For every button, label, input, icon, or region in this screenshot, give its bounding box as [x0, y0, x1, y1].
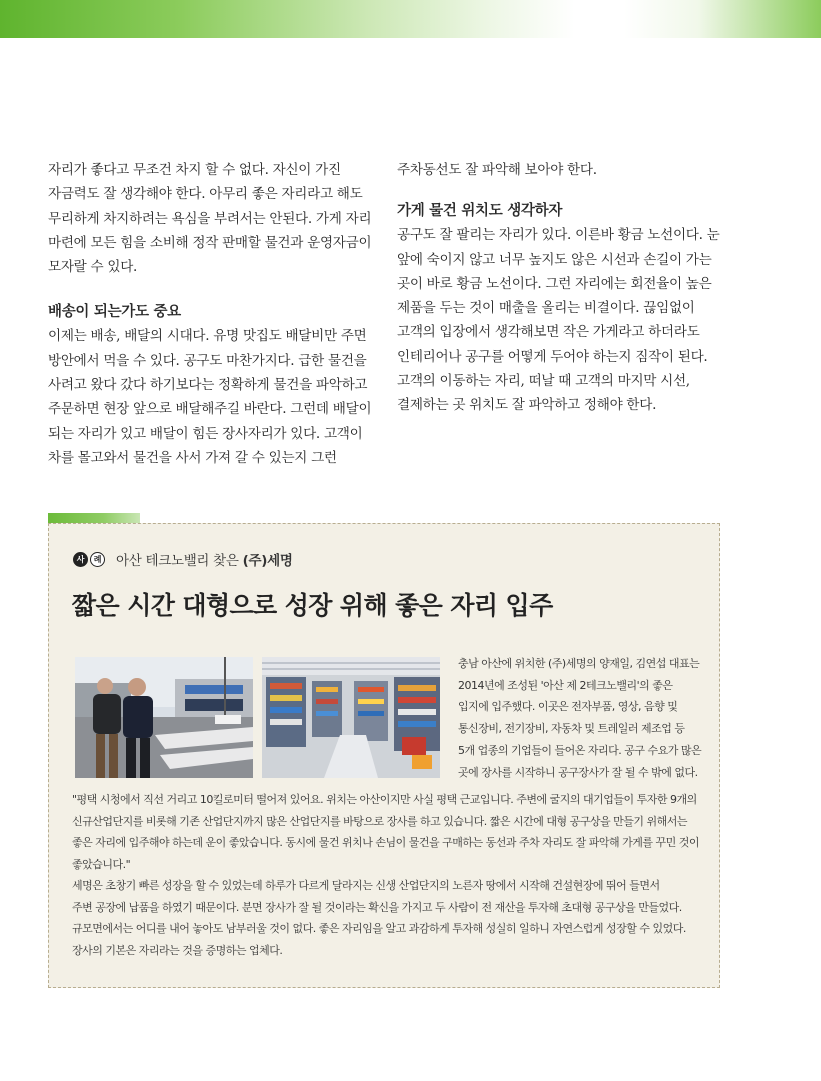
text-line: 통신장비, 전기장비, 자동차 및 트레일러 제조업 등	[458, 722, 685, 736]
header-gradient-band	[0, 0, 821, 38]
text-line: 차를 몰고와서 물건을 사서 가져 갈 수 있는지 그런	[48, 449, 337, 466]
case-study-side-text	[458, 653, 718, 783]
text-line: 앞에 숙이지 않고 너무 높지도 않은 시선과 손길이 가는	[397, 251, 712, 268]
text-line: 입지에 입주했다. 이곳은 전자부품, 영상, 음향 및	[458, 700, 678, 714]
right-column	[397, 158, 729, 418]
quote-line: 좋았습니다."	[72, 857, 131, 871]
text-line: 충남 아산에 위치한 (주)세명의 양재일, 김연섭 대표는	[458, 657, 700, 670]
text-line: 자금력도 잘 생각해야 한다. 아무리 좋은 자리라고 해도	[48, 186, 363, 203]
case-badge-light: 례	[90, 552, 105, 567]
section-heading-product-placement: 가게 물건 위치도 생각하자	[397, 203, 563, 220]
text-line: 공구도 잘 팔리는 자리가 있다. 이른바 황금 노선이다. 눈	[397, 227, 720, 244]
text-line: 곳에 장사를 시작하니 공구장사가 잘 될 수 밖에 없다.	[458, 765, 698, 779]
right-intro-paragraph	[397, 158, 729, 182]
text-line: 주차동선도 잘 파악해 보아야 한다.	[397, 162, 597, 178]
case-company-name: (주)세명	[242, 553, 293, 569]
quote-line: 좋은 자리에 입주해야 하는데 운이 좋았습니다. 동시에 물건 위치나 손님이 물건을 구매하는 동선과 주차 자리도 잘 파악해 가게를 꾸민 것이	[72, 836, 699, 849]
left-column	[48, 158, 373, 470]
text-line: 2014년에 조성된 '아산 제 2테크노밸리'의 좋은	[458, 678, 673, 692]
text-line: 자리가 좋다고 무조건 차지 할 수 없다. 자신이 가진	[48, 162, 341, 178]
text-line: 인테리어나 공구를 어떻게 두어야 하는지 짐작이 된다.	[397, 348, 708, 365]
section-heading-delivery: 배송이 되는가도 중요	[48, 304, 181, 321]
left-intro-paragraph	[48, 158, 373, 279]
text-line: 이제는 배송, 배달의 시대다. 유명 맛집도 배달비만 주면	[48, 328, 367, 345]
text-line: 고객의 이동하는 자리, 떠날 때 고객의 마지막 시선,	[397, 373, 690, 390]
text-line: 되는 자리가 있고 배달이 힘든 장사자리가 있다. 고객이	[48, 425, 363, 442]
text-line: 주변 공장에 납품을 하였기 때문이다. 분면 장사가 잘 될 것이라는 확신을 가지고 두 사람이 전 재산을 투자해 초대형 공구상을 만들었다.	[72, 900, 682, 914]
quote-line: "평택 시청에서 직선 거리고 10킬로미터 떨어져 있어요. 위치는 아산이지만 사실 평택 근교입니다. 주변에 굴지의 대기업들이 투자한 9개의	[72, 793, 697, 806]
text-line: 세명은 초창기 빠른 성장을 할 수 있었는데 하루가 다르게 달라지는 신생 산업단지의 노른자 땅에서 시작해 건설현장에 뛰어 들면서	[72, 879, 660, 892]
quote-line: 신규산업단지를 비롯해 기존 산업단지까지 많은 산업단지를 바탕으로 장사를 하고 있습니다. 짧은 시간에 대형 공구상을 만들기 위해서는	[72, 814, 687, 828]
text-line: 장사의 기본은 자리라는 것을 증명하는 업체다.	[72, 943, 283, 957]
text-line: 마련에 모든 힘을 소비해 정작 판매할 물건과 운영자금이	[48, 234, 372, 251]
text-line: 주문하면 현장 앞으로 배달해주길 바란다. 그런데 배달이	[48, 401, 372, 418]
case-study-title: 짧은 시간 대형으로 성장 위해 좋은 자리 입주	[72, 591, 553, 620]
text-line: 사려고 왔다 갔다 하기보다는 정확하게 물건을 파악하고	[48, 377, 368, 394]
text-line: 모자랄 수 있다.	[48, 259, 138, 276]
text-line: 제품을 두는 것이 매출을 올리는 비결이다. 끊임없이	[397, 300, 695, 317]
case-study-label	[73, 549, 293, 569]
text-line: 결제하는 곳 위치도 잘 파악하고 정해야 한다.	[397, 397, 657, 414]
photo-owners-outdoor	[75, 657, 253, 778]
case-badge-dark: 사	[73, 552, 88, 567]
case-label-text: 아산 테크노밸리 찾은	[116, 553, 239, 569]
right-section-paragraph	[397, 223, 729, 417]
text-line: 고객의 입장에서 생각해보면 작은 가게라고 하더라도	[397, 324, 700, 341]
text-line: 방안에서 먹을 수 있다. 공구도 마찬가지다. 급한 물건을	[48, 352, 367, 369]
left-section-paragraph	[48, 324, 373, 470]
text-line: 규모면에서는 어디를 내어 놓아도 남부러울 것이 없다. 좋은 자리임을 알고 과감하게 투자해 성실히 일하니 자연스럽게 성장할 수 있었다.	[72, 922, 686, 935]
case-study-body-text	[72, 789, 712, 961]
text-line: 5개 업종의 기업들이 들어온 자리다. 공구 수요가 많은	[458, 743, 702, 757]
text-line: 무리하게 차지하려는 욕심을 부려서는 안된다. 가게 자리	[48, 210, 372, 227]
text-line: 곳이 바로 황금 노선이다. 그런 자리에는 회전율이 높은	[397, 275, 712, 292]
photo-store-interior	[262, 657, 440, 778]
